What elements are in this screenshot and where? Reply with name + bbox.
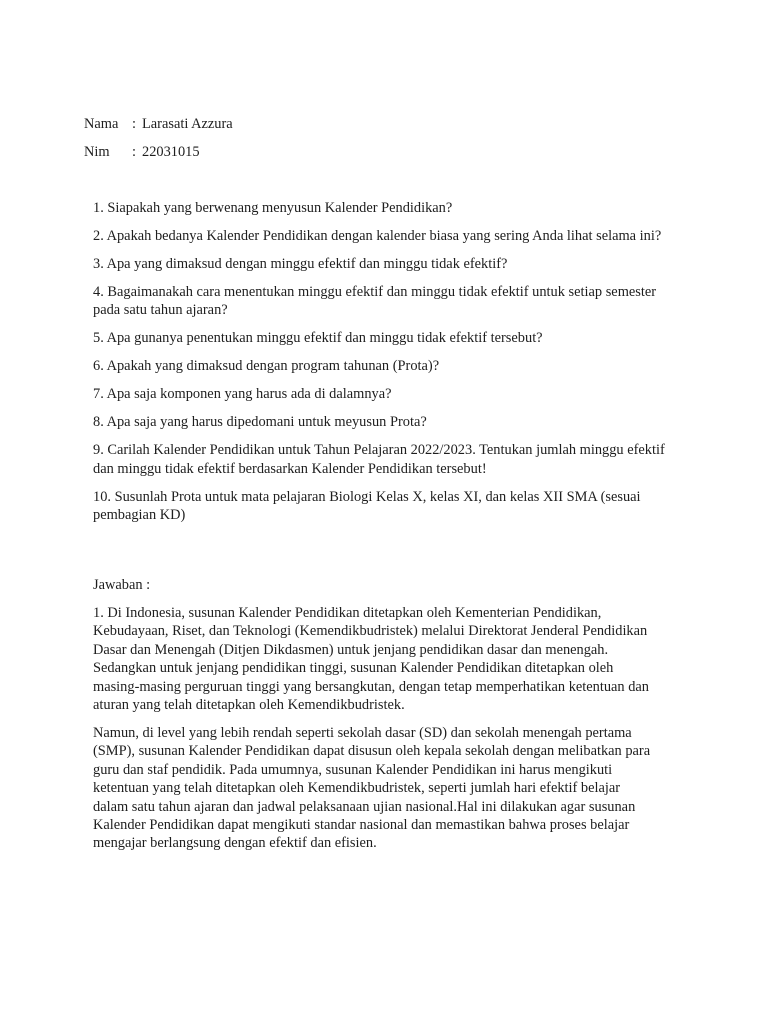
name-row [84,115,233,133]
name-value: Larasati Azzura [142,116,233,132]
question-item: 3. Apa yang dimaksud dengan minggu efektif dan minggu tidak efektif? [93,256,508,272]
question-list [93,199,683,534]
nim-separator: : [132,144,136,160]
question-item: 7. Apa saja komponen yang harus ada di dalamnya? [93,386,392,403]
answer-paragraph: Namun, di level yang lebih rendah seperti sekolah dasar (SD) dan sekolah menengah pertama (SMP), susunan Kalender Pendidikan dapat disusun oleh kepala sekolah dengan melibatkan para guru dan staf pendidik. Pada umumnya, susunan Kalender Pendidikan ini harus mengikuti ketentuan yang telah ditetapkan oleh Kemendikbudristek, seperti jumlah hari efektif belajar dalam satu tahun ajaran dan jadwal pelaksanaan ujian nasional.Hal ini dilakukan agar susunan Kalender Pendidikan dapat mengikuti standar nasional dan memastikan bahwa proses belajar mengajar berlangsung dengan efektif dan efisien. [93,725,651,852]
question-item: 6. Apakah yang dimaksud dengan program tahunan (Prota)? [93,358,440,375]
question-item: 2. Apakah bedanya Kalender Pendidikan dengan kalender biasa yang sering Anda lihat selama ini? [93,228,662,244]
question-item: 9. Carilah Kalender Pendidikan untuk Tahun Pelajaran 2022/2023. Tentukan jumlah minggu efektif dan minggu tidak efektif berdasarkan Kalender Pendidikan tersebut! [93,442,665,477]
nim-row [84,143,200,161]
answers-heading: Jawaban : [93,577,151,593]
question-item: 5. Apa gunanya penentukan minggu efektif dan minggu tidak efektif tersebut? [93,330,543,347]
question-item: 1. Siapakah yang berwenang menyusun Kalender Pendidikan? [93,200,453,216]
question-item: 10. Susunlah Prota untuk mata pelajaran Biologi Kelas X, kelas XI, dan kelas XII SMA (sesuai pembagian KD) [93,488,641,524]
nim-value: 22031015 [142,144,200,160]
answer-section [93,604,653,862]
question-item: 4. Bagaimanakah cara menentukan minggu efektif dan minggu tidak efektif untuk setiap semester pada satu tahun ajaran? [93,284,657,319]
question-item: 8. Apa saja yang harus dipedomani untuk meyusun Prota? [93,414,427,431]
nim-label: Nim [84,144,110,160]
answer-paragraph: 1. Di Indonesia, susunan Kalender Pendidikan ditetapkan oleh Kementerian Pendidikan, Kebudayaan, Riset, dan Teknologi (Kemendikbudristek) melalui Direktorat Jenderal Pendidikan Dasar dan Menengah (Ditjen Dikdasmen) untuk jenjang pendidikan dasar dan menengah. Sedangkan untuk jenjang pendidikan tinggi, susunan Kalender Pendidikan ditetapkan oleh masing-masing perguruan tinggi yang bersangkutan, dengan tetap memperhatikan ketentuan dan aturan yang telah ditetapkan oleh Kemendikbudristek. [93,605,650,714]
name-separator: : [132,116,136,132]
name-label: Nama [84,116,119,132]
